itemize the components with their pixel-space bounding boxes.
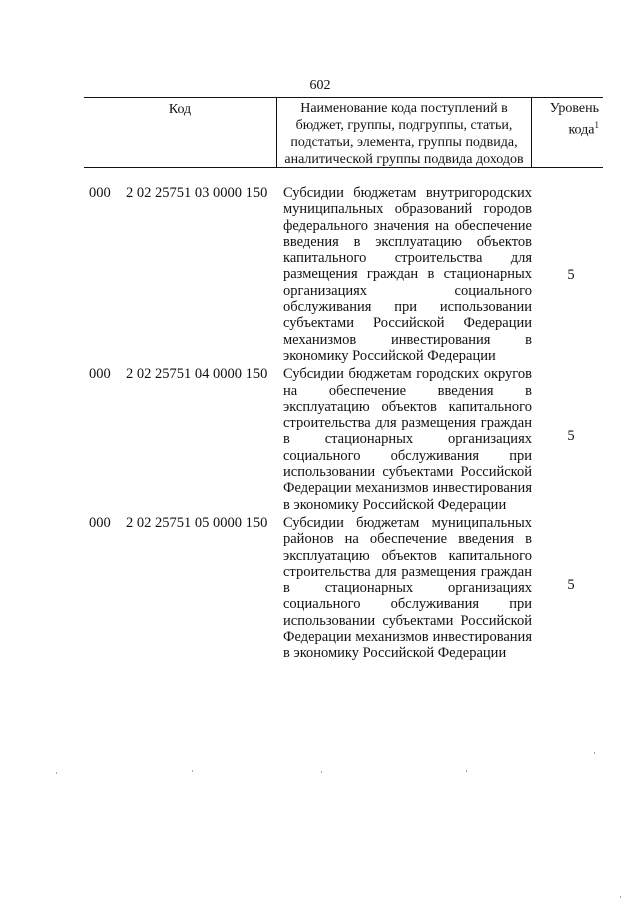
header-code: Код [84, 98, 277, 167]
income-name: Субсидии бюджетам внутригородских муниципальных образований городов федерального значения на обеспечение введения в эксплуатацию объектов капитального строительства для размещения граждан в стационарных организациях социального обслуживания при использовании субъектами Российской Федерации механизмов инвестирования в экономику Российской Федерации [283, 185, 532, 364]
admin-code: 000 [89, 366, 111, 383]
table-row [0, 185, 640, 364]
scan-speck [321, 771, 322, 773]
scan-speck [466, 770, 467, 772]
admin-code: 000 [89, 514, 111, 531]
admin-code: 000 [89, 185, 111, 201]
scan-speck [192, 770, 193, 772]
header-level-label: Уровень кода [549, 101, 599, 138]
income-name: Субсидии бюджетам городских округов на обеспечение введения в эксплуатацию объектов капитального строительства для размещения граждан в стационарных организациях социального обслуживания при использовании субъектами Российской Федерации механизмов инвестирования в экономику Российской Федерации [283, 366, 532, 513]
income-code: 2 02 25751 03 0000 150 [126, 185, 268, 201]
header-level [532, 98, 603, 167]
scan-speck [620, 896, 621, 898]
scan-speck [594, 752, 595, 754]
code-level: 5 [567, 428, 575, 445]
header-level-footnote: 1 [594, 120, 599, 130]
table-header [84, 97, 603, 168]
page-number: 602 [309, 78, 331, 93]
table-body [0, 185, 640, 662]
code-level: 5 [567, 267, 575, 283]
scan-speck [56, 772, 57, 774]
code-level: 5 [567, 576, 575, 593]
income-code: 2 02 25751 04 0000 150 [126, 366, 268, 383]
income-code: 2 02 25751 05 0000 150 [126, 514, 268, 531]
table-row [0, 515, 640, 662]
table-row [0, 366, 640, 513]
header-name: Наименование кода поступлений в бюджет, группы, подгруппы, статьи, подстатьи, элемента, группы подвида, аналитической группы подвида доходов [277, 98, 532, 167]
income-name: Субсидии бюджетам муниципальных районов на обеспечение введения в эксплуатацию объектов капитального строительства для размещения граждан в стационарных организациях социального обслуживания при использовании субъектами Российской Федерации механизмов инвестирования в экономику Российской Федерации [283, 514, 532, 662]
